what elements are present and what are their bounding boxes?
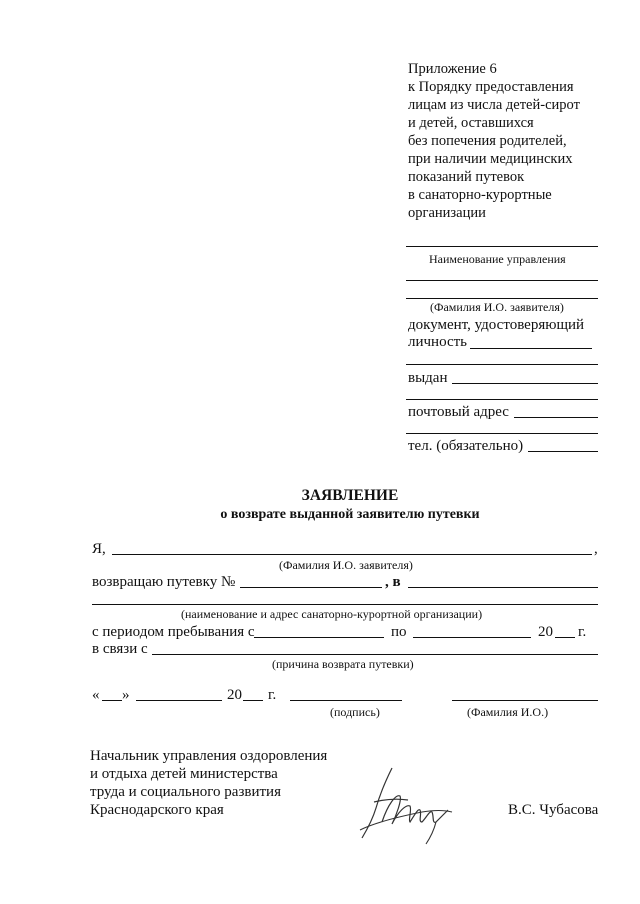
postal-address-field-line-2[interactable] xyxy=(406,433,598,434)
department-field-line[interactable] xyxy=(406,246,598,247)
reason-label: в связи с xyxy=(92,641,148,657)
appendix-note xyxy=(408,60,580,222)
appendix-line: показаний путевок xyxy=(408,169,525,185)
date-year-suffix: г. xyxy=(268,687,277,703)
issued-label: выдан xyxy=(408,370,448,386)
reason-field-line[interactable] xyxy=(152,654,598,655)
appendix-line: в санаторно-курортные xyxy=(408,187,552,203)
period-to-field-line[interactable] xyxy=(413,637,531,638)
signature-stroke xyxy=(426,822,436,844)
i-label: Я, xyxy=(92,541,106,557)
applicant-field-line-2[interactable] xyxy=(406,298,598,299)
document-subtitle: о возврате выданной заявителю путевки xyxy=(220,507,480,522)
reason-caption: (причина возврата путевки) xyxy=(272,657,414,671)
signer-name-caption: (Фамилия И.О.) xyxy=(467,705,549,719)
year-field-line[interactable] xyxy=(555,637,575,638)
organization-caption: (наименование и адрес санаторно-курортной организации) xyxy=(181,607,483,621)
handwritten-signature-icon xyxy=(352,760,462,850)
official-position xyxy=(90,747,327,819)
voucher-number-field-line[interactable] xyxy=(240,587,382,588)
organization-field-line-2[interactable] xyxy=(92,604,598,605)
appendix-line: Приложение 6 xyxy=(408,61,497,77)
comma: , xyxy=(594,541,598,557)
issued-field-line-2[interactable] xyxy=(406,399,598,400)
department-caption: Наименование управления xyxy=(429,252,566,266)
id-document-field-line[interactable] xyxy=(470,348,592,349)
applicant-field-line-1[interactable] xyxy=(406,280,598,281)
id-document-field-line-2[interactable] xyxy=(406,364,598,365)
position-line: труда и социального развития xyxy=(90,784,281,800)
signature-stroke xyxy=(382,796,448,824)
year-prefix: 20 xyxy=(538,624,553,640)
postal-address-label: почтовый адрес xyxy=(408,404,509,420)
signature-caption: (подпись) xyxy=(330,705,380,719)
applicant-name-field-line[interactable] xyxy=(112,554,592,555)
document-title: ЗАЯВЛЕНИЕ xyxy=(301,487,399,504)
appendix-line: при наличии медицинских xyxy=(408,151,573,167)
appendix-line: лицам из числа детей-сирот xyxy=(408,97,580,113)
position-line: и отдыха детей министерства xyxy=(90,766,278,782)
period-from-field-line[interactable] xyxy=(254,637,384,638)
signer-name-field-line[interactable] xyxy=(452,700,598,701)
appendix-line: организации xyxy=(408,205,486,221)
period-to-label: по xyxy=(391,624,407,640)
organization-field-line[interactable] xyxy=(408,587,598,588)
year-suffix: г. xyxy=(578,624,587,640)
id-document-label: документ, удостоверяющий xyxy=(408,317,585,333)
position-line: Начальник управления оздоровления xyxy=(90,748,328,764)
return-voucher-label: возвращаю путевку № xyxy=(92,574,236,590)
postal-address-field-line[interactable] xyxy=(514,417,598,418)
issued-field-line[interactable] xyxy=(452,383,598,384)
applicant-name-caption: (Фамилия И.О. заявителя) xyxy=(279,558,413,572)
date-month-field-line[interactable] xyxy=(136,700,222,701)
phone-field-line[interactable] xyxy=(528,451,598,452)
id-document-label-2: личность xyxy=(408,334,468,350)
date-year-field-line[interactable] xyxy=(243,700,263,701)
date-close-quote: » xyxy=(122,687,130,703)
signature-field-line[interactable] xyxy=(290,700,402,701)
appendix-line: и детей, оставшихся xyxy=(408,115,534,131)
appendix-line: к Порядку предоставления xyxy=(408,79,574,95)
appendix-line: без попечения родителей, xyxy=(408,133,567,149)
date-day-field-line[interactable] xyxy=(102,700,122,701)
phone-label: тел. (обязательно) xyxy=(408,438,524,454)
in-label: , в xyxy=(385,574,401,590)
date-year-prefix: 20 xyxy=(227,687,242,703)
date-open-quote: « xyxy=(92,687,100,703)
signatory-name: В.С. Чубасова xyxy=(508,802,599,818)
applicant-caption: (Фамилия И.О. заявителя) xyxy=(430,300,564,314)
period-label: с периодом пребывания с xyxy=(92,624,255,640)
position-line: Краснодарского края xyxy=(90,802,224,818)
